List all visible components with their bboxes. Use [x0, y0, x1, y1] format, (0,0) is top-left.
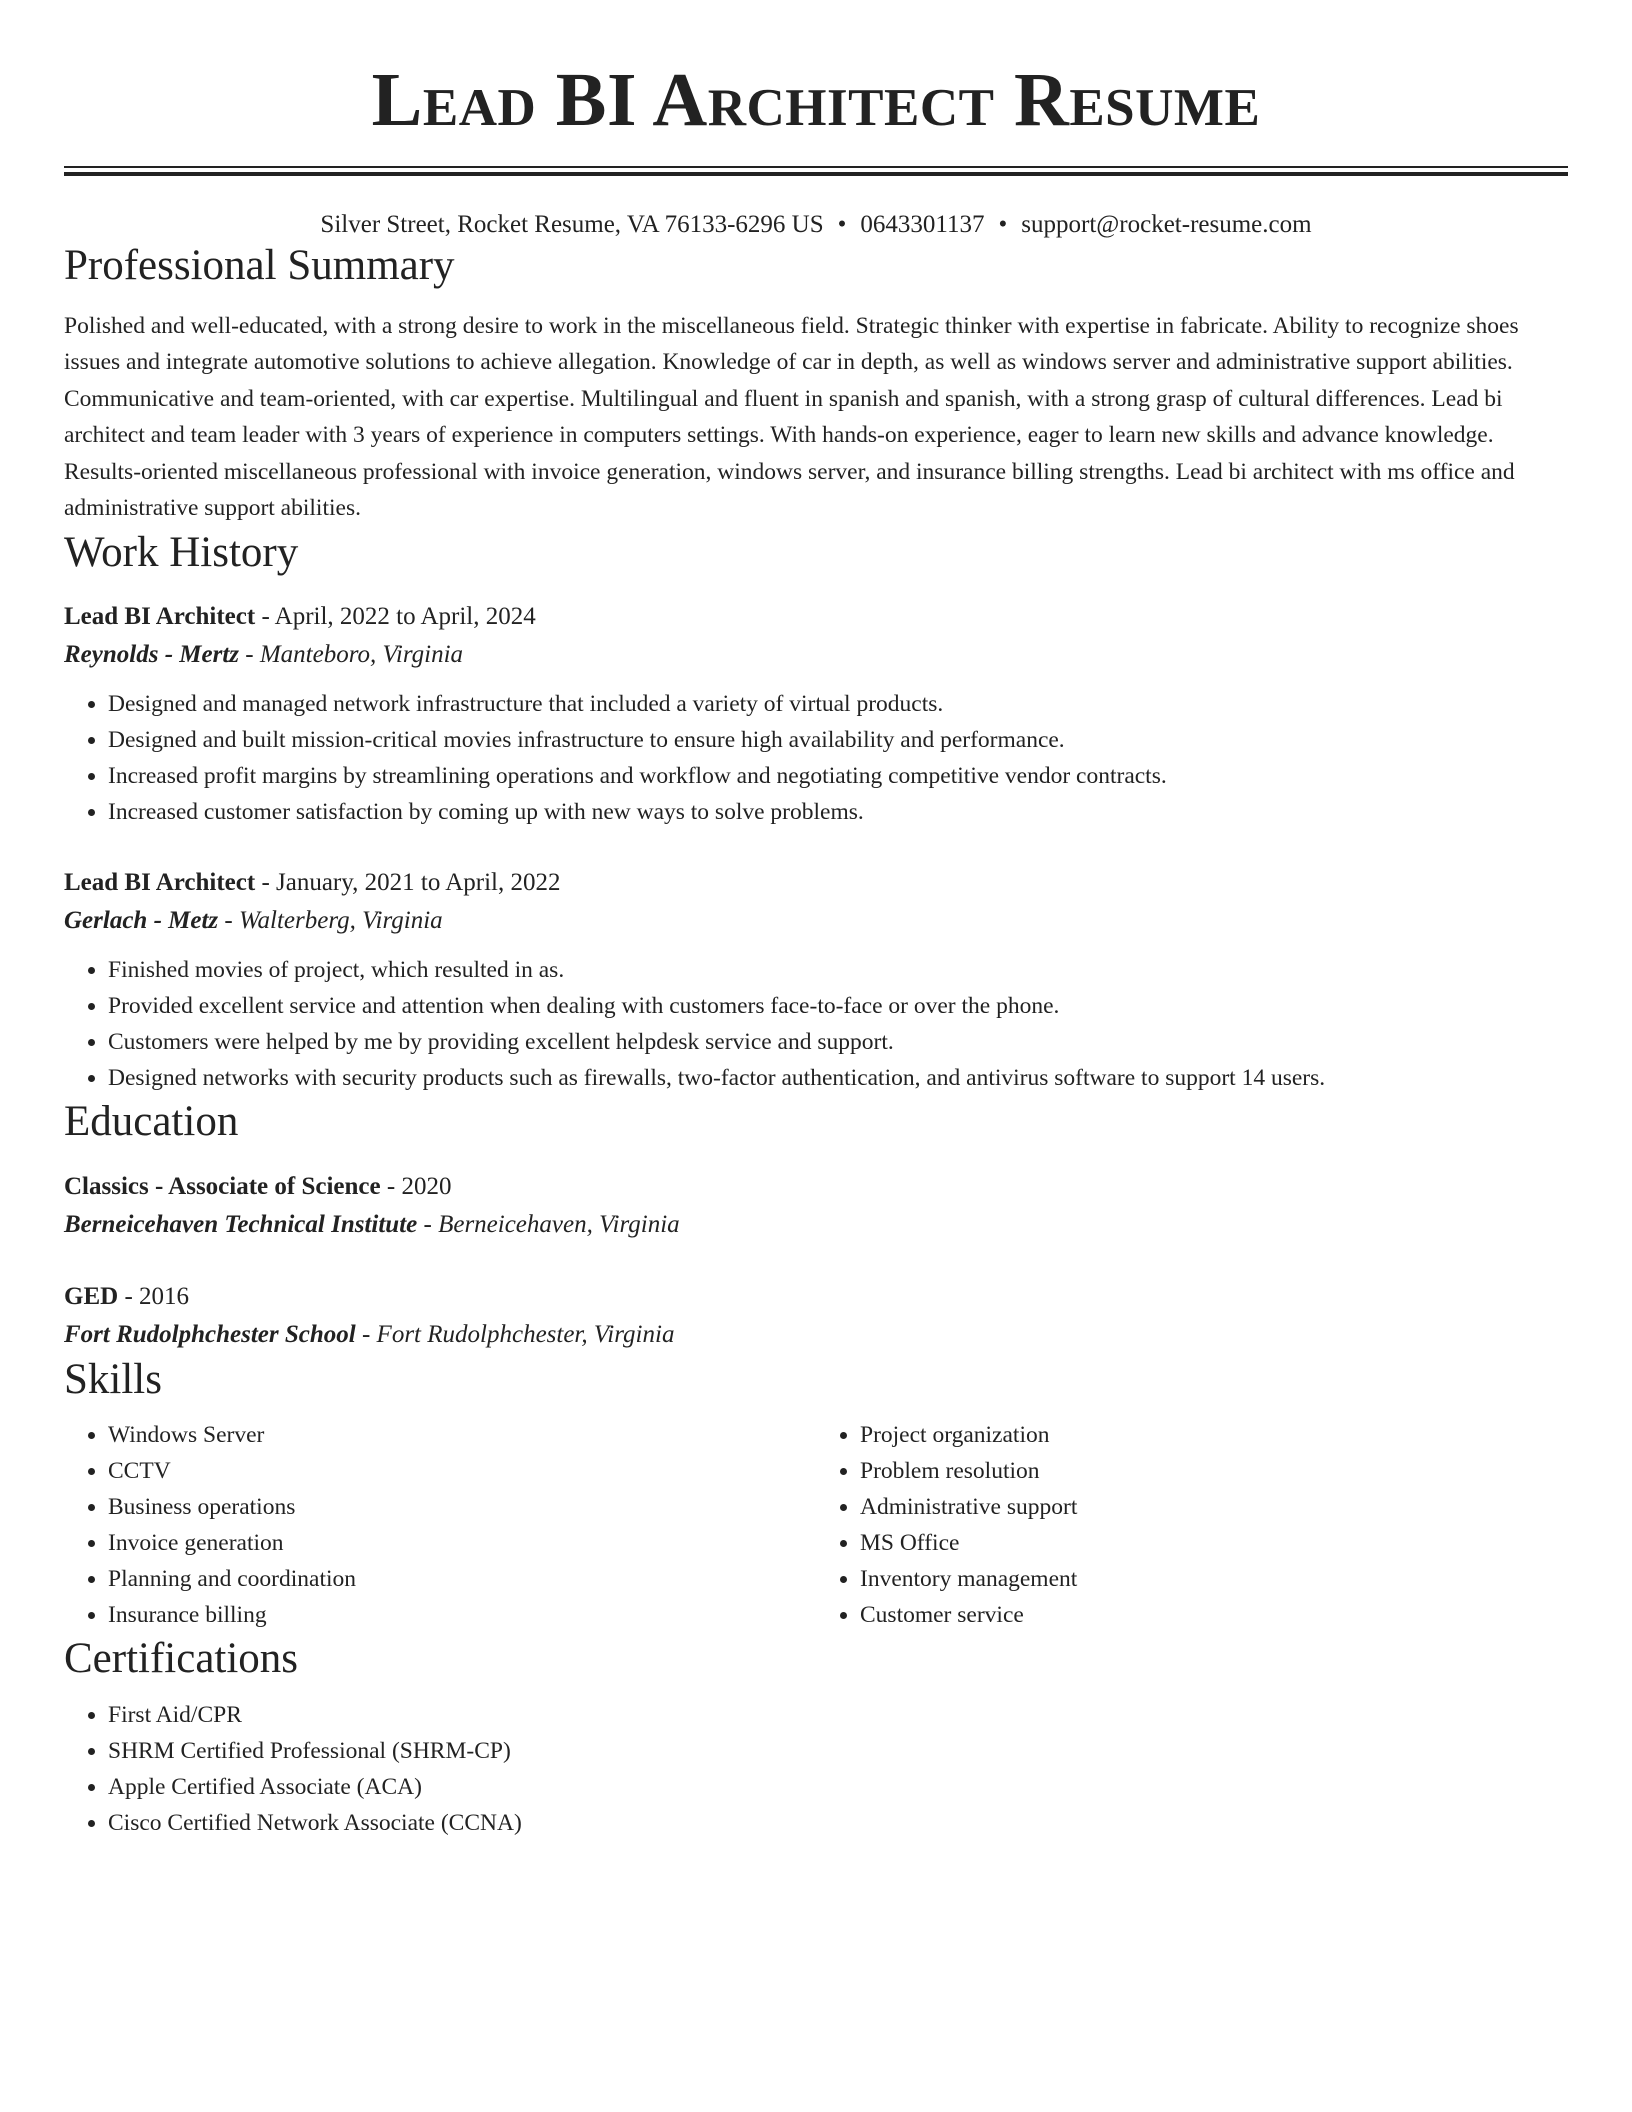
- job-entry: [64, 598, 1568, 830]
- skill-item: • Windows Server: [108, 1417, 816, 1453]
- job-company-line: [64, 902, 1568, 940]
- job-company-line: [64, 636, 1568, 674]
- job-title-line: [64, 864, 1568, 902]
- title-double-rule: [64, 166, 1568, 176]
- job-title: Lead BI Architect: [64, 869, 256, 897]
- skill-item: • Administrative support: [860, 1489, 1568, 1525]
- skill-item: • Inventory management: [860, 1561, 1568, 1597]
- education-school: Berneicehaven Technical Institute: [64, 1210, 418, 1238]
- education-degree: GED: [64, 1282, 119, 1310]
- list-item: • Designed networks with security products such as firewalls, two-factor authentication, and antivirus software to support 14 users.: [108, 1060, 1568, 1096]
- job-title-line: [64, 598, 1568, 636]
- certification-item: • First Aid/CPR: [108, 1697, 1568, 1733]
- list-item: • Increased profit margins by streamlining operations and workflow and negotiating competitive vendor contracts.: [108, 758, 1568, 794]
- list-item: • Provided excellent service and attention when dealing with customers face-to-face or over the phone.: [108, 988, 1568, 1024]
- summary-text: Polished and well-educated, with a strong desire to work in the miscellaneous field. Strategic thinker with expertise in fabricate. Ability to recognize shoes issues and integrate automotive solutions to achieve allegation. Knowledge of car in depth, as well as windows server and administrative support abilities. Communicative and team-oriented, with car expertise. Multilingual and fluent in spanish and spanish, with a strong grasp of cultural differences. Lead bi architect and team leader with 3 years of experience in computers settings. With hands-on experience, eager to learn new skills and advance knowledge. Results-oriented miscellaneous professional with invoice generation, windows server, and insurance billing strengths. Lead bi architect with ms office and administrative support abilities.: [64, 312, 1519, 522]
- skill-item: • MS Office: [860, 1525, 1568, 1561]
- certifications-heading: Certifications: [64, 1635, 299, 1683]
- certification-item: • SHRM Certified Professional (SHRM-CP): [108, 1733, 1568, 1769]
- job-dates: - January, 2021 to April, 2022: [255, 869, 561, 897]
- contact-line: [64, 210, 1568, 240]
- job-company: Gerlach - Metz: [64, 907, 219, 935]
- contact-address: Silver Street, Rocket Resume, VA 76133-6296 US: [320, 211, 824, 238]
- skills-column-right: [816, 1417, 1568, 1633]
- list-item: • Finished movies of project, which resulted in as.: [108, 952, 1568, 988]
- education-entry: [64, 1278, 1568, 1354]
- education-degree: Classics - Associate of Science: [64, 1172, 381, 1200]
- job-dates: - April, 2022 to April, 2024: [255, 603, 536, 631]
- education-degree-line: [64, 1168, 1568, 1206]
- resume-title: Lead BI Architect Resume: [371, 58, 1261, 142]
- job-entry: [64, 864, 1568, 1096]
- education-school: Fort Rudolphchester School: [64, 1320, 356, 1348]
- work-history-heading: Work History: [64, 528, 299, 576]
- list-item: • Customers were helped by me by providing excellent helpdesk service and support.: [108, 1024, 1568, 1060]
- bullet-separator: •: [998, 211, 1008, 238]
- certification-item: • Apple Certified Associate (ACA): [108, 1769, 1568, 1805]
- skills-grid: [64, 1417, 1568, 1633]
- education-school-line: [64, 1316, 1568, 1354]
- list-item: • Designed and built mission-critical movies infrastructure to ensure high availability and performance.: [108, 722, 1568, 758]
- education-school-line: [64, 1206, 1568, 1244]
- education-location: - Berneicehaven, Virginia: [417, 1210, 680, 1238]
- skills-column-left: [64, 1417, 816, 1633]
- bullet-separator: •: [837, 211, 847, 238]
- skill-item: • Problem resolution: [860, 1453, 1568, 1489]
- skill-item: • CCTV: [108, 1453, 816, 1489]
- contact-phone: 0643301137: [860, 211, 985, 238]
- job-company: Reynolds - Mertz: [64, 641, 239, 669]
- skill-item: • Business operations: [108, 1489, 816, 1525]
- education-heading: Education: [64, 1098, 239, 1146]
- contact-email: support@rocket-resume.com: [1021, 211, 1312, 238]
- certification-item: • Cisco Certified Network Associate (CCNA): [108, 1805, 1568, 1841]
- education-year: - 2016: [118, 1282, 190, 1310]
- job-location: - Walterberg, Virginia: [218, 907, 443, 935]
- job-location: - Manteboro, Virginia: [239, 641, 464, 669]
- skill-item: • Customer service: [860, 1597, 1568, 1633]
- education-year: - 2020: [380, 1172, 452, 1200]
- skill-item: • Insurance billing: [108, 1597, 816, 1633]
- job-bullets: [64, 952, 1568, 1096]
- job-title: Lead BI Architect: [64, 603, 256, 631]
- education-location: - Fort Rudolphchester, Virginia: [355, 1320, 675, 1348]
- skills-heading: Skills: [64, 1355, 162, 1403]
- skill-item: • Invoice generation: [108, 1525, 816, 1561]
- certifications-list: [64, 1697, 1568, 1841]
- list-item: • Increased customer satisfaction by coming up with new ways to solve problems.: [108, 794, 1568, 830]
- skill-item: • Planning and coordination: [108, 1561, 816, 1597]
- education-degree-line: [64, 1278, 1568, 1316]
- list-item: • Designed and managed network infrastructure that included a variety of virtual products.: [108, 686, 1568, 722]
- summary-heading: Professional Summary: [64, 242, 455, 289]
- job-bullets: [64, 686, 1568, 830]
- education-entry: [64, 1168, 1568, 1244]
- skill-item: • Project organization: [860, 1417, 1568, 1453]
